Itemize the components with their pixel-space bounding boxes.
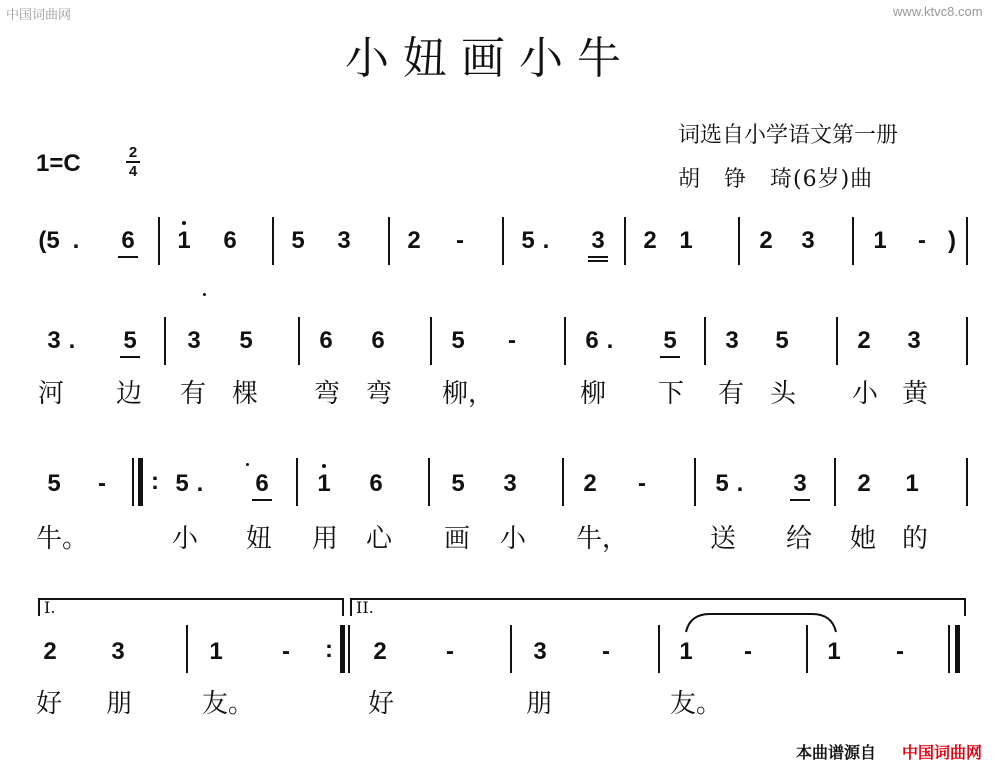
- bar-line: [658, 625, 660, 673]
- note: 1: [679, 227, 693, 254]
- bar-line: [836, 317, 838, 365]
- lyric: 有: [717, 379, 744, 409]
- stray-mark: [246, 463, 249, 466]
- lyric: 友。: [670, 689, 723, 719]
- bar-line: [966, 217, 968, 265]
- note-dot: .: [542, 227, 550, 254]
- bar-line: [430, 317, 432, 365]
- note: 3: [503, 470, 517, 497]
- note: 5: [451, 327, 465, 354]
- bar-line: [564, 317, 566, 365]
- lyric: 给: [785, 524, 812, 554]
- note: 3: [907, 327, 921, 354]
- note: 1: [177, 227, 191, 254]
- dash: -: [638, 470, 646, 497]
- second-ending-bracket: [350, 598, 966, 616]
- lyric: 柳，: [442, 379, 495, 409]
- note-dot: .: [606, 327, 614, 354]
- lyric: 牛，: [576, 524, 629, 554]
- bar-line: [388, 217, 390, 265]
- note: 5: [175, 470, 189, 497]
- note: 6: [319, 327, 333, 354]
- bar-line: [834, 458, 836, 506]
- eighth-underline: [660, 356, 680, 358]
- lyric: 妞: [245, 524, 272, 554]
- lyric: 画: [443, 524, 470, 554]
- repeat-dots: :: [151, 468, 159, 495]
- dash: -: [446, 638, 454, 665]
- note: 3: [533, 638, 547, 665]
- lyric: 黄: [901, 379, 928, 409]
- bar-line: [296, 458, 298, 506]
- note: 3: [725, 327, 739, 354]
- footer-source-label: 本曲谱源自: [796, 745, 877, 762]
- note: 2: [857, 327, 871, 354]
- eighth-underline: [790, 499, 810, 501]
- eighth-underline: [118, 256, 138, 258]
- note: 5: [239, 327, 253, 354]
- lyric: 河: [37, 379, 64, 409]
- lyric: 边: [115, 379, 142, 409]
- lyric: 心: [365, 524, 392, 554]
- lyric: 小: [499, 524, 526, 554]
- dash: -: [98, 470, 106, 497]
- dash: -: [508, 327, 516, 354]
- note: 6: [369, 470, 383, 497]
- lyric: 有: [179, 379, 206, 409]
- time-signature-bottom: 4: [128, 163, 138, 180]
- music-credit: 胡 铮 琦(6岁)曲: [678, 167, 874, 192]
- watermark-site-name: 中国词曲网: [6, 7, 72, 22]
- note: 5: [663, 327, 677, 354]
- watermark-url: www.ktvc8.com: [893, 4, 983, 19]
- note: 2: [643, 227, 657, 254]
- dash: -: [744, 638, 752, 665]
- note: 1: [827, 638, 841, 665]
- note: 6: [121, 227, 135, 254]
- note: 6: [255, 470, 269, 497]
- lyric: 友。: [202, 689, 255, 719]
- note: 3: [337, 227, 351, 254]
- repeat-end-thin-bar: [348, 625, 350, 673]
- lyric: 送: [709, 524, 736, 554]
- note: 5: [715, 470, 729, 497]
- final-thick-bar: [955, 625, 960, 673]
- bar-line: [158, 217, 160, 265]
- note: 6: [223, 227, 237, 254]
- note: 3: [793, 470, 807, 497]
- note: 5: [521, 227, 535, 254]
- note: 1: [905, 470, 919, 497]
- lyric: 柳: [579, 379, 606, 409]
- dash: -: [918, 227, 926, 254]
- lyric: 弯: [365, 379, 392, 409]
- eighth-underline: [588, 256, 608, 258]
- bar-line: [562, 458, 564, 506]
- bar-line: [966, 317, 968, 365]
- eighth-underline: [252, 499, 272, 501]
- song-title: 小妞画小牛: [345, 33, 635, 84]
- note: 1: [873, 227, 887, 254]
- note: 1: [317, 470, 331, 497]
- tie-arc: [680, 610, 842, 636]
- octave-high-dot: [182, 221, 186, 225]
- note-dot: .: [196, 470, 204, 497]
- lyric: 牛。: [36, 524, 89, 554]
- repeat-dots: :: [325, 636, 333, 663]
- bar-line: [704, 317, 706, 365]
- bar-line: [966, 458, 968, 506]
- lyric: 弯: [313, 379, 340, 409]
- lyric: 朋: [525, 689, 552, 719]
- note-dot: .: [736, 470, 744, 497]
- note: 3: [591, 227, 605, 254]
- note: 3: [111, 638, 125, 665]
- second-ending-label: II.: [356, 598, 374, 617]
- bar-line: [298, 317, 300, 365]
- note: 5: [451, 470, 465, 497]
- bar-line: [428, 458, 430, 506]
- repeat-start-thin-bar: [132, 458, 134, 506]
- lyric: 用: [311, 524, 338, 554]
- first-ending-label: I.: [44, 598, 56, 617]
- note: 3: [187, 327, 201, 354]
- lyric: 棵: [231, 379, 258, 409]
- note: 2: [43, 638, 57, 665]
- note: 3: [801, 227, 815, 254]
- bar-line: [738, 217, 740, 265]
- bar-line: [852, 217, 854, 265]
- bar-line: [502, 217, 504, 265]
- repeat-start-thick-bar: [138, 458, 143, 506]
- note: 5: [123, 327, 137, 354]
- lyric: 好: [35, 689, 62, 719]
- bar-line: [694, 458, 696, 506]
- lyric: 小: [171, 524, 198, 554]
- time-signature: [126, 145, 140, 179]
- note: 6: [371, 327, 385, 354]
- lyric: 她: [849, 524, 876, 554]
- note: 2: [759, 227, 773, 254]
- note: 2: [857, 470, 871, 497]
- key-signature: 1=C: [36, 150, 81, 177]
- note: 6: [585, 327, 599, 354]
- close-paren: ): [948, 227, 956, 254]
- note: 2: [583, 470, 597, 497]
- bar-line: [272, 217, 274, 265]
- sixteenth-underline: [588, 260, 608, 262]
- note: 5: [47, 470, 61, 497]
- stray-mark: [203, 293, 206, 296]
- time-signature-top: 2: [128, 144, 138, 161]
- bar-line: [186, 625, 188, 673]
- lyric: 小: [851, 379, 878, 409]
- dash: -: [896, 638, 904, 665]
- note: 3: [47, 327, 61, 354]
- note: 1: [209, 638, 223, 665]
- note-dot: .: [72, 227, 80, 254]
- lyric: 下: [657, 379, 684, 409]
- repeat-end-thick-bar: [340, 625, 345, 673]
- bar-line: [624, 217, 626, 265]
- bar-line: [164, 317, 166, 365]
- lyric: 的: [901, 524, 928, 554]
- note: 2: [373, 638, 387, 665]
- note-dot: .: [68, 327, 76, 354]
- bar-line: [510, 625, 512, 673]
- lyric: 头: [769, 379, 796, 409]
- octave-high-dot: [322, 464, 326, 468]
- lyrics-credit: 词选自小学语文第一册: [678, 123, 899, 148]
- lyric: 好: [367, 689, 394, 719]
- lyric: 朋: [105, 689, 132, 719]
- footer-brand-link[interactable]: 中国词曲网: [902, 745, 983, 762]
- note: 5: [775, 327, 789, 354]
- note: 5: [291, 227, 305, 254]
- note: 1: [679, 638, 693, 665]
- dash: -: [282, 638, 290, 665]
- eighth-underline: [120, 356, 140, 358]
- note: (5: [38, 227, 60, 254]
- dash: -: [456, 227, 464, 254]
- final-thin-bar: [948, 625, 950, 673]
- dash: -: [602, 638, 610, 665]
- note: 2: [407, 227, 421, 254]
- first-ending-bracket: [38, 598, 344, 616]
